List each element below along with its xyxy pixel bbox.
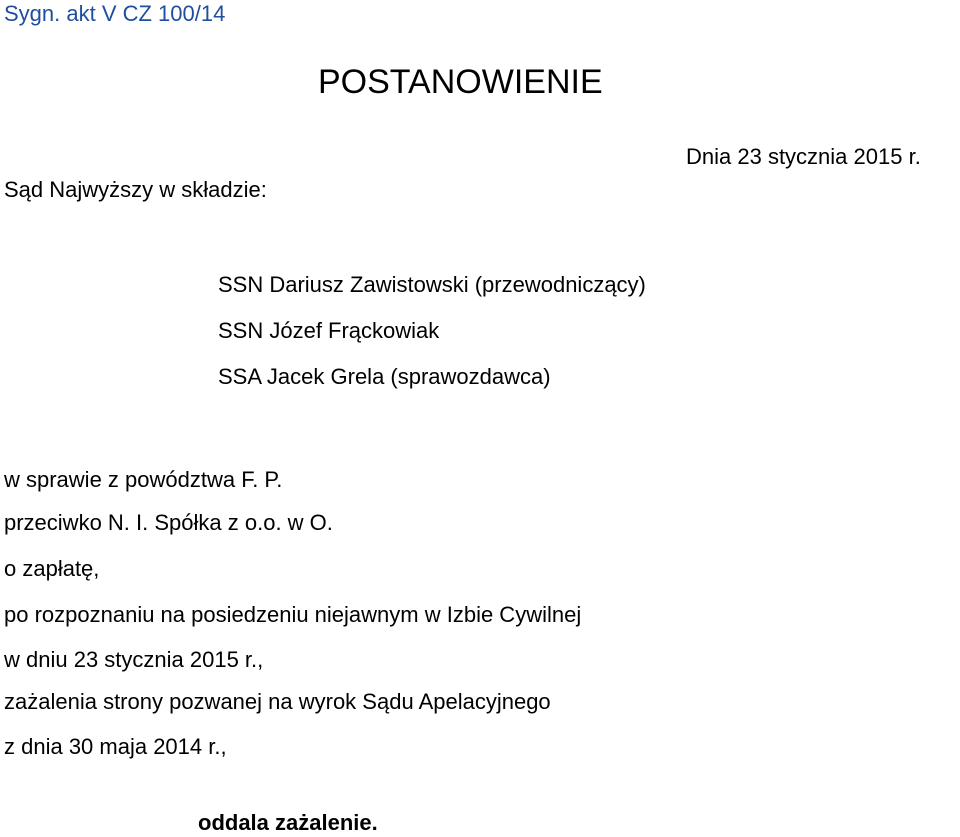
appeal-line: zażalenia strony pozwanej na wyrok Sądu Apelacyjnego [4, 689, 551, 714]
appeal-date-line: z dnia 30 maja 2014 r., [4, 734, 227, 759]
case-plaintiff-line: w sprawie z powództwa F. P. [4, 467, 283, 492]
case-defendant-line: przeciwko N. I. Spółka z o.o. w O. [4, 510, 333, 535]
document-date: Dnia 23 stycznia 2015 r. [686, 144, 921, 169]
court-composition-label: Sąd Najwyższy w składzie: [4, 177, 267, 202]
case-subject-line: o zapłatę, [4, 556, 100, 581]
hearing-date-line: w dniu 23 stycznia 2015 r., [4, 647, 264, 672]
document-title: POSTANOWIENIE [318, 63, 603, 101]
judge-presiding: SSN Dariusz Zawistowski (przewodniczący) [218, 272, 646, 297]
judge-member: SSN Józef Frąckowiak [218, 318, 440, 343]
case-signature: Sygn. akt V CZ 100/14 [4, 1, 226, 26]
ruling-text: oddala zażalenie. [198, 810, 378, 835]
judge-rapporteur: SSA Jacek Grela (sprawozdawca) [218, 364, 551, 389]
hearing-line: po rozpoznaniu na posiedzeniu niejawnym w Izbie Cywilnej [4, 602, 582, 627]
